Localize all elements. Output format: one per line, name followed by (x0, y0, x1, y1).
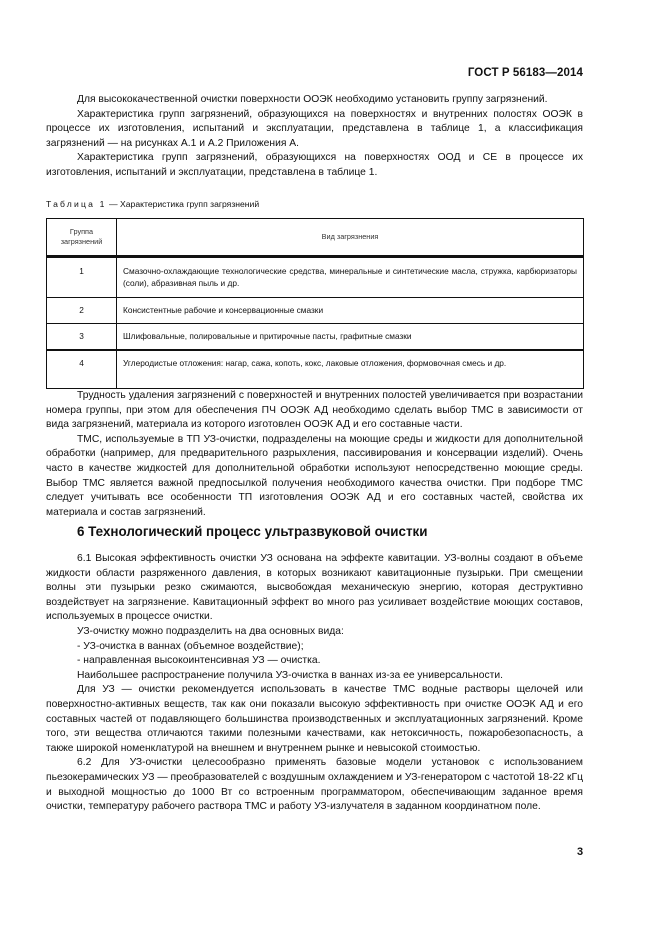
paragraph: Характеристика групп загрязнений, образующихся на поверхностях и внутренних полостях ООЭК в процессе их изготовления, испытаний и эксплуатации, представлена в таблице 1, а классификация загрязнений — на рисунках А.1 и А.2 Приложения А. (46, 108, 583, 149)
paragraph: 6.2 Для УЗ-очистки целесообразно применять базовые модели установок с использованием пьезокерамических УЗ — преобразователей с воздушным охлаждением и УЗ-генератором с частотой 18-22 кГц и выходной мощностью до 1000 Вт со встроенным программатором, обеспечивающим заданное время очистки, температуру рабочего раствора ТМС и работу УЗ-излучателя в заданном координатном поле. (46, 757, 583, 813)
table-caption-dash: — (106, 199, 121, 209)
paragraph: Наибольшее распространение получила УЗ-очистка в ваннах из-за ее универсальности. (77, 669, 503, 681)
table-header-row (47, 219, 584, 257)
paragraph: УЗ-очистку можно подразделить на два основных вида: (77, 625, 344, 637)
paragraph: Для высококачественной очистки поверхности ООЭК необходимо установить группу загрязнений. (77, 94, 548, 105)
page-number: 3 (577, 846, 584, 858)
section-6-heading: 6 Технологический процесс ультразвуковой очистки (77, 524, 428, 539)
column-header-group: Группа загрязнений (47, 219, 117, 257)
paragraph: Трудность удаления загрязнений с поверхностей и внутренних полостей увеличивается при возрастании номера группы, при этом для обеспечения ПЧ ООЭК АД необходимо сделать выбор ТМС в зависимости от вида загрязнений, материала из которого изготовлен ООЭК АД и его составные части. (46, 390, 583, 431)
group-cell: 4 (47, 350, 117, 389)
column-header-type: Вид загрязнения (117, 219, 584, 257)
list-item: - направленная высокоинтенсивная УЗ — очистка. (77, 655, 321, 667)
list-item: - УЗ-очистка в ваннах (объемное воздействие); (77, 640, 304, 652)
table-row (47, 350, 584, 389)
paragraph: Для УЗ — очистки рекомендуется использовать в качестве ТМС водные растворы щелочей или поверхностно-активных веществ, так как они показали высокую эффективность при очистке ООЭК АД и его составных частей от подавляющего большинства производственных и эксплуатационных загрязнений. Кроме того, эти вещества отличаются такими полезными качествами, как нетоксичность, пожаробезопасность, а также широкой номенклатурой на внешнем и внутреннем рынке и невысокой стоимостью. (46, 684, 583, 754)
type-cell: Шлифовальные, полировальные и притирочные пасты, графитные смазки (117, 324, 584, 351)
table-caption (46, 199, 259, 209)
paragraph: Характеристика групп загрязнений, образующихся на поверхностях ООД и СЕ в процессе их изготовления, испытаний и эксплуатации, представлена в таблице 1. (46, 152, 583, 178)
group-cell: 1 (47, 257, 117, 298)
group-cell: 2 (47, 298, 117, 324)
table-row (47, 257, 584, 298)
table-caption-label: Таблица 1 (46, 199, 107, 209)
table-row (47, 324, 584, 351)
table-row (47, 298, 584, 324)
paragraph: 6.1 Высокая эффективность очистки УЗ основана на эффекте кавитации. УЗ-волны создают в объеме жидкости области разряженного давления, в которых возникают кавитационные пузырьки. При смещении волны эти пузырьки резко сжимаются, высвобождая механическую энергию, которая деструктивно воздействует на загрязнение. Кавитационный эффект во много раз усиливает воздействие моющих составов, используемых в процессе очистки. (46, 553, 583, 623)
document-id-header: ГОСТ Р 56183—2014 (467, 67, 583, 79)
table-caption-title: Характеристика групп загрязнений (120, 199, 260, 209)
type-cell: Смазочно-охлаждающие технологические средства, минеральные и синтетические масла, стружка, карбюризаторы (соли), абразивная пыль и др. (117, 257, 584, 298)
type-cell: Консистентные рабочие и консервационные смазки (117, 298, 584, 324)
section-6-text (46, 552, 583, 815)
intro-text (46, 93, 583, 181)
type-cell: Углеродистые отложения: нагар, сажа, копоть, кокс, лаковые отложения, формовочная смесь и др. (117, 350, 584, 389)
group-cell: 3 (47, 324, 117, 351)
post-table-text (46, 389, 583, 520)
contamination-groups-table (46, 218, 584, 389)
paragraph: ТМС, используемые в ТП УЗ-очистки, подразделены на моющие среды и жидкости для дополнительной обработки (например, для предварительного разрыхления, пассивирования и консервации изделий). Очень часто в качестве жидкостей для дополнительной обработки используют непосредственно моющие среды. Выбор ТМС является важной предпосылкой получения необходимого качества очистки. При подборе ТМС следует учитывать все особенности ТП изготовления ООЭК АД и его составных частей, свойства их материала и состав загрязнений. (46, 433, 583, 518)
